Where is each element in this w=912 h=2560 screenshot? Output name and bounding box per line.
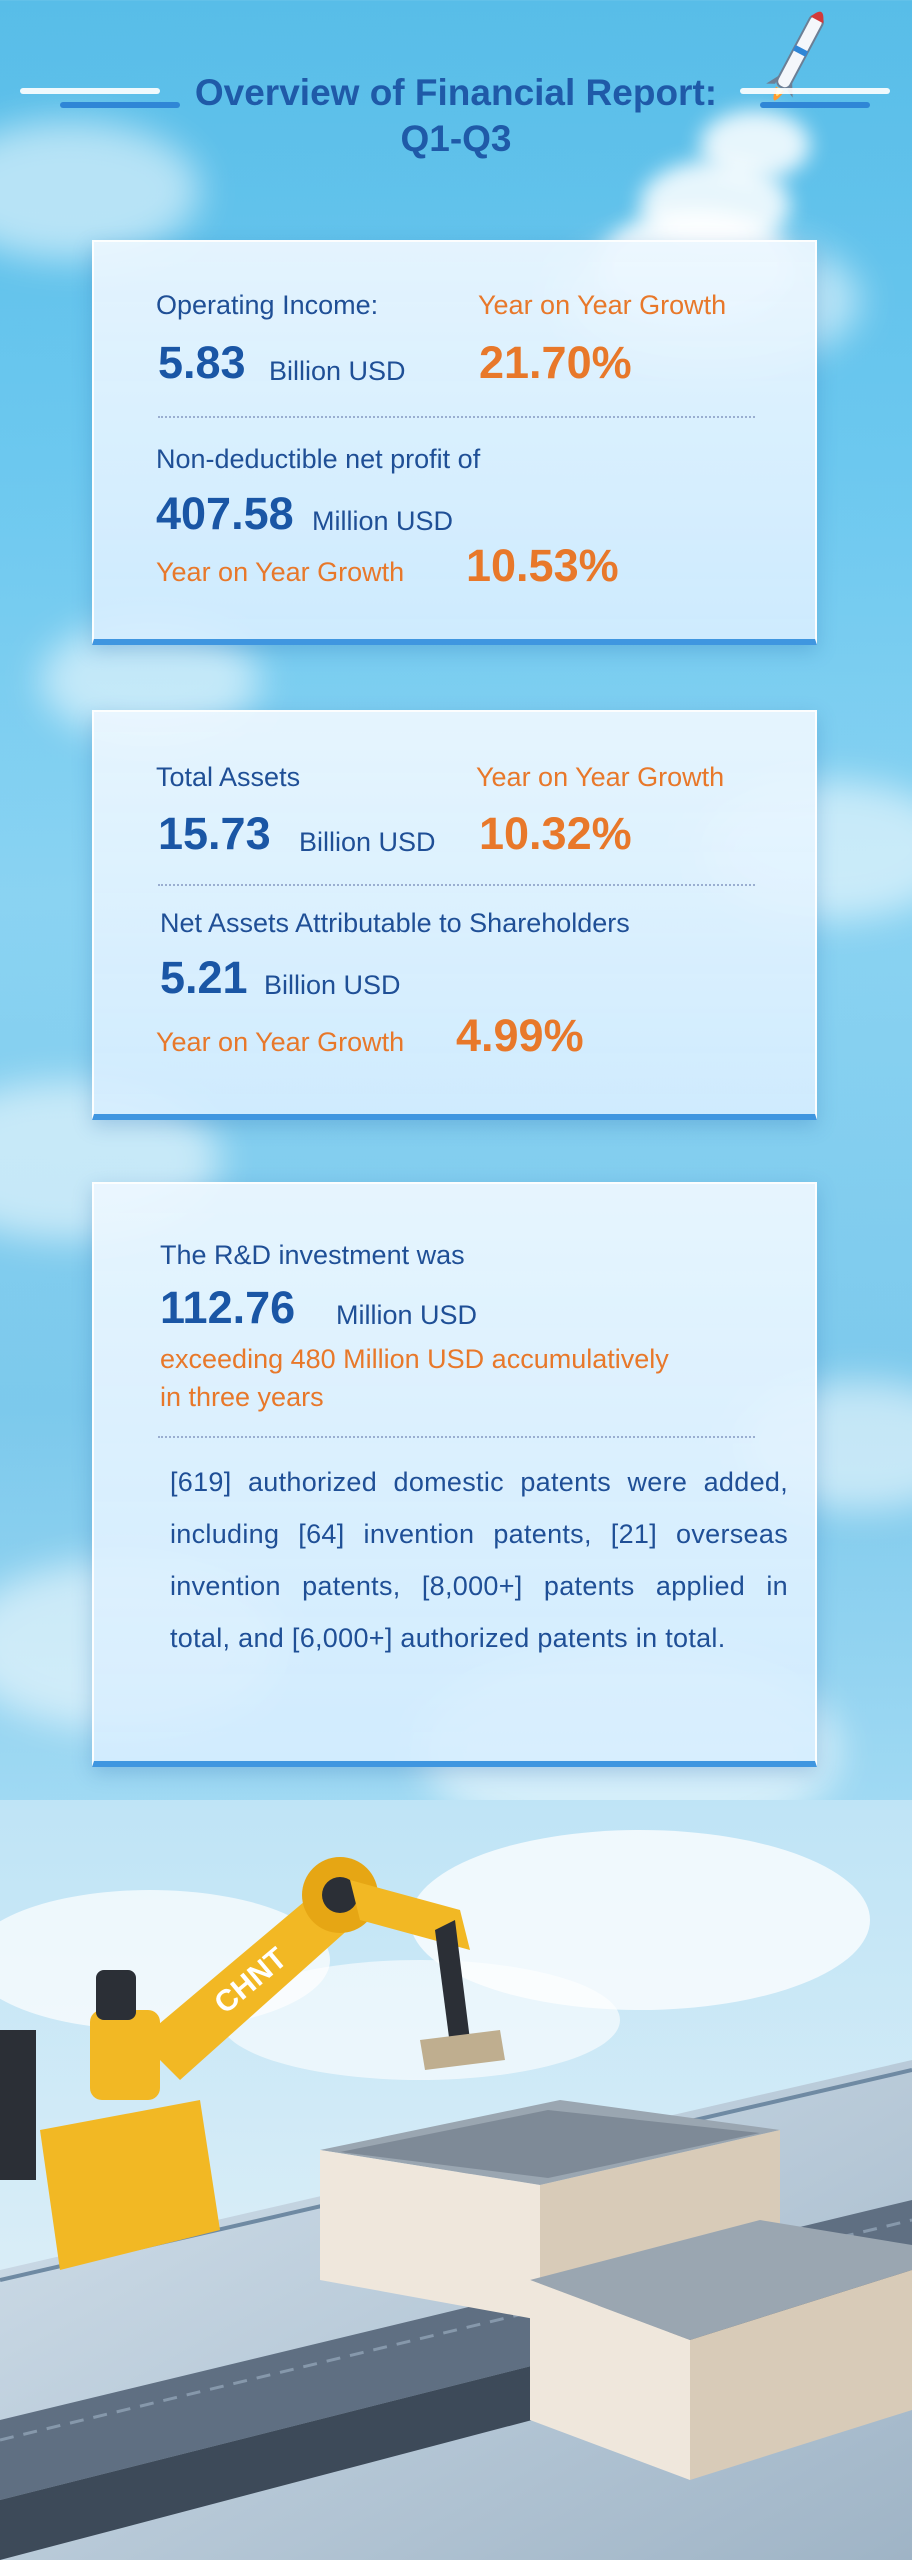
net-profit-value: 407.58 xyxy=(156,488,294,539)
divider xyxy=(158,416,755,418)
total-assets-unit: Billion USD xyxy=(299,827,436,857)
page-title-line2: Q1-Q3 xyxy=(400,118,512,159)
divider xyxy=(158,1436,755,1438)
card-assets xyxy=(92,710,817,1120)
assets-yoy-label: Year on Year Growth xyxy=(476,762,725,792)
net-assets-value: 5.21 xyxy=(160,952,248,1003)
net-assets-yoy-label: Year on Year Growth xyxy=(156,1027,405,1057)
rd-label: The R&D investment was xyxy=(160,1240,465,1270)
assets-yoy-value: 10.32% xyxy=(479,808,632,859)
total-assets-label: Total Assets xyxy=(156,762,301,792)
operating-income-value: 5.83 xyxy=(158,337,246,388)
robot-brand: CHNT xyxy=(208,1941,294,2021)
net-assets-yoy-value: 4.99% xyxy=(456,1010,584,1061)
income-yoy-label: Year on Year Growth xyxy=(478,290,727,320)
card-rd xyxy=(92,1182,817,1767)
net-profit-yoy-value: 10.53% xyxy=(466,540,619,591)
operating-income-unit: Billion USD xyxy=(269,356,406,386)
net-profit-label: Non-deductible net profit of xyxy=(156,444,481,474)
machine-post xyxy=(0,2030,36,2180)
rd-unit: Million USD xyxy=(336,1300,478,1330)
total-assets-value: 15.73 xyxy=(158,808,271,859)
factory-scene xyxy=(0,1800,912,2560)
page-header xyxy=(0,70,912,162)
rd-note-line2: in three years xyxy=(160,1382,324,1412)
card-income xyxy=(92,240,817,645)
divider xyxy=(158,884,755,886)
income-yoy-value: 21.70% xyxy=(479,337,632,388)
page-title-line1: Overview of Financial Report: xyxy=(194,72,718,113)
net-profit-unit: Million USD xyxy=(312,506,454,536)
rd-note-line1: exceeding 480 Million USD accumulatively xyxy=(160,1344,669,1374)
patents-paragraph: [619] authorized domestic patents were added, including [64] invention patents, [21] overseas invention patents, [8,000+] patents applied in total, and [6,000+] authorized patents in total. xyxy=(170,1467,788,1653)
operating-income-label: Operating Income: xyxy=(156,290,379,320)
net-assets-label: Net Assets Attributable to Shareholders xyxy=(160,908,630,938)
net-assets-unit: Billion USD xyxy=(264,970,401,1000)
net-profit-yoy-label: Year on Year Growth xyxy=(156,557,405,587)
rd-value: 112.76 xyxy=(160,1282,296,1333)
